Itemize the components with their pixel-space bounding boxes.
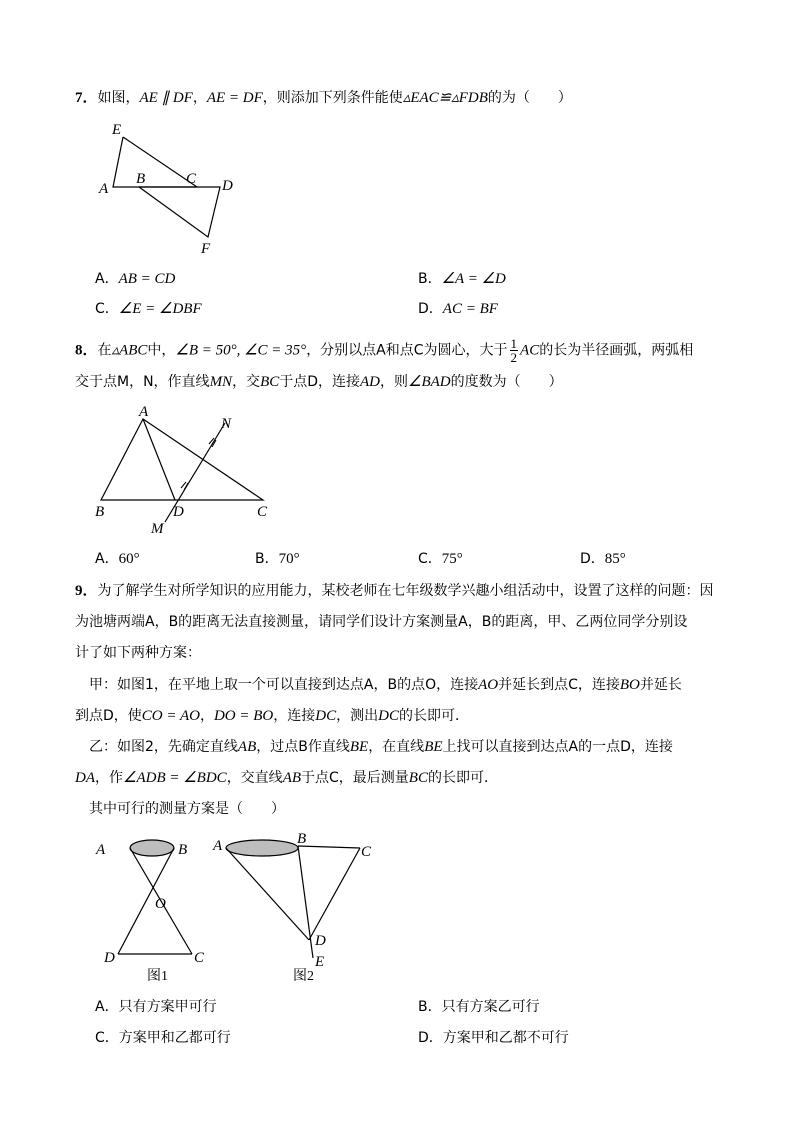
q9-text: 于点C，最后测量 [301,770,409,786]
q8-text: 的长为半径画弧，两弧相 [539,342,694,359]
q8-math: BC [260,374,280,390]
q7-math: AE = DF [206,90,263,106]
q8-math: ∠B = 50°, ∠C = 35° [175,342,307,359]
q9-math: BO [619,677,640,693]
q9-math: ∠ADB = ∠BDC [123,770,227,786]
option-key: A． [95,271,119,287]
q8-text: 的度数为（ ） [450,374,563,390]
fraction-denominator: 2 [510,350,518,365]
q9-fig1-label-A: A [96,842,106,858]
q9-fig1-label-O: O [155,896,166,912]
q7-stem [75,88,572,108]
q7-text: ，则添加下列条件能使 [262,90,403,106]
q9-text: 的长即可． [427,770,498,786]
q7-fig-label-A: A [99,181,109,197]
q8-fig-label-C: C [257,504,268,520]
q9-text: 为了解学生对所学知识的应用能力，某校老师在七年级数学兴趣小组活动中，设置了这样的问题：因 [97,583,714,599]
q8-fig-label-M: M [151,521,164,537]
q8-text: 交于点M，N，作直线 [75,374,210,390]
q8-stem-line1 [75,337,693,364]
q9-math: AB [237,739,257,755]
option-text: 只有方案甲可行 [118,999,217,1015]
option-text: 方案甲和乙都不可行 [442,1030,569,1046]
q9-math: DA [75,770,95,786]
q8-math: MN [209,374,233,390]
option-key: A． [95,999,119,1015]
option-key: C． [418,551,442,567]
option-key: B． [255,551,279,567]
q8-fig-label-B: B [95,504,105,520]
q8-option-c[interactable] [418,549,463,569]
q9-text: ，交直线 [226,770,283,786]
q8-fig-label-A: A [139,404,149,420]
q8-fig-label-D: D [173,504,184,520]
option-text: ∠E = ∠DBF [118,301,202,317]
q9-text: 到点D，使 [75,708,142,724]
q9-text: ， [199,708,214,724]
q8-text: ，则 [380,374,409,390]
q9-math: DC [315,708,337,724]
option-text: 60° [118,551,140,567]
q8-stem-line2 [75,372,563,392]
option-text: 70° [278,551,300,567]
option-text: 75° [441,551,463,567]
q9-text: 上找可以直接到达点A的一点D，连接 [442,739,673,755]
q9-option-c[interactable] [95,1028,231,1048]
q9-math: BC [408,770,428,786]
q9-number: 9． [75,583,98,599]
q9-text: ，测出 [336,708,379,724]
option-text: 方案甲和乙都可行 [118,1030,231,1046]
q9-math: DC [378,708,399,724]
q9-text: ，过点B作直线 [256,739,350,755]
option-text: 只有方案乙可行 [441,999,540,1015]
q9-math: AO [478,677,499,693]
q7-fig-label-D: D [222,178,233,194]
q9-fig1-label-B: B [178,842,188,858]
q8-number: 8． [75,342,98,359]
q9-text: ，在直线 [368,739,425,755]
option-key: D． [418,1030,443,1046]
q9-text: 甲：如图1，在平地上取一个可以直接到达点A，B的点O，连接 [89,677,479,693]
q9-question-line [89,799,285,819]
option-key: A． [95,551,119,567]
q8-math: ▵ABC [111,342,148,359]
q7-fig-label-F: F [201,241,211,257]
q8-option-b[interactable] [255,549,300,569]
q9-text: 并延长到点C，连接 [498,677,620,693]
option-key: B． [418,999,442,1015]
q9-text: 并延长 [639,677,682,693]
q9-text: 乙：如图2，先确定直线 [89,739,238,755]
q9-math: AB [282,770,302,786]
option-key: C． [95,301,119,317]
q8-math: AC [520,342,540,359]
option-text: AC = BF [442,301,498,317]
q8-fraction [510,337,519,364]
q9-math: BE [349,739,369,755]
option-key: C． [95,1030,119,1046]
q8-text: ，交 [232,374,261,390]
q9-math: DO = BO [213,708,274,724]
option-key: B． [418,271,442,287]
q9-text: 其中可行的测量方案是（ ） [89,801,285,817]
q9-fig2-label-A: A [213,838,223,854]
q9-figure-1 [90,830,220,990]
q8-figure [85,400,285,540]
q7-option-a[interactable] [95,269,175,289]
q9-text: 计了如下两种方案： [75,645,201,661]
q7-text: 的为（ ） [487,90,572,106]
q9-fig1-label-D: D [104,950,115,966]
q8-option-d[interactable] [580,549,626,569]
q9-text: 的长即可． [398,708,469,724]
option-text: AB = CD [118,271,176,287]
q7-text: 如图， [97,90,140,106]
q7-fig-label-E: E [112,122,122,138]
q8-math: ∠BAD [408,374,451,390]
q9-math: CO = AO [141,708,200,724]
q9-option-d[interactable] [418,1028,569,1048]
q7-option-c[interactable] [95,299,202,319]
fraction-numerator: 1 [510,336,518,351]
option-text: ∠A = ∠D [441,271,506,287]
q9-text: 为池塘两端A，B的距离无法直接测量，请同学们设计方案测量A，B的距离，甲、乙两位同学分别设 [75,614,688,630]
q9-option-a[interactable] [95,997,217,1017]
q9-figure-2 [205,830,395,990]
option-text: 85° [604,551,626,567]
q9-fig2-caption: 图2 [293,969,314,984]
q9-text: ，作 [95,770,123,786]
q7-text: ， [192,90,207,106]
option-key: D． [418,301,443,317]
q9-fig1-label-C: C [194,950,205,966]
q7-fig-label-B: B [136,171,146,187]
q9-stem-line2 [75,612,687,632]
q9-plan-a-line2 [75,706,469,726]
q8-text: 于点D，连接 [279,374,361,390]
q9-plan-b-line2 [75,768,498,788]
q8-math: AD [360,374,381,390]
q8-text: ，分别以点A和点C为圆心，大于 [306,342,508,359]
q9-fig2-label-B: B [297,831,307,847]
q7-option-d[interactable] [418,299,498,319]
q8-option-a[interactable] [95,549,140,569]
q9-plan-b-line1 [89,737,673,757]
q9-fig2-label-D: D [315,933,326,949]
q9-fig2-label-C: C [361,844,372,860]
q9-fig2-label-E: E [315,954,325,970]
q7-figure [95,120,255,260]
q9-stem-line1 [75,581,714,601]
q7-option-b[interactable] [418,269,506,289]
q9-plan-a-line1 [89,675,682,695]
q8-text: 中， [147,342,176,359]
option-key: D． [580,551,605,567]
q7-math: AE ∥ DF [139,90,193,106]
q9-stem-line3 [75,643,201,663]
q8-text: 在 [97,342,112,359]
q8-fig-label-N: N [221,416,232,432]
q7-number: 7． [75,90,98,106]
q9-fig1-caption: 图1 [147,969,168,984]
q7-fig-label-C: C [186,171,197,187]
q9-text: ，连接 [273,708,316,724]
q9-option-b[interactable] [418,997,540,1017]
q7-math: ▵EAC≌▵FDB [402,90,488,106]
q9-math: BE [424,739,443,755]
